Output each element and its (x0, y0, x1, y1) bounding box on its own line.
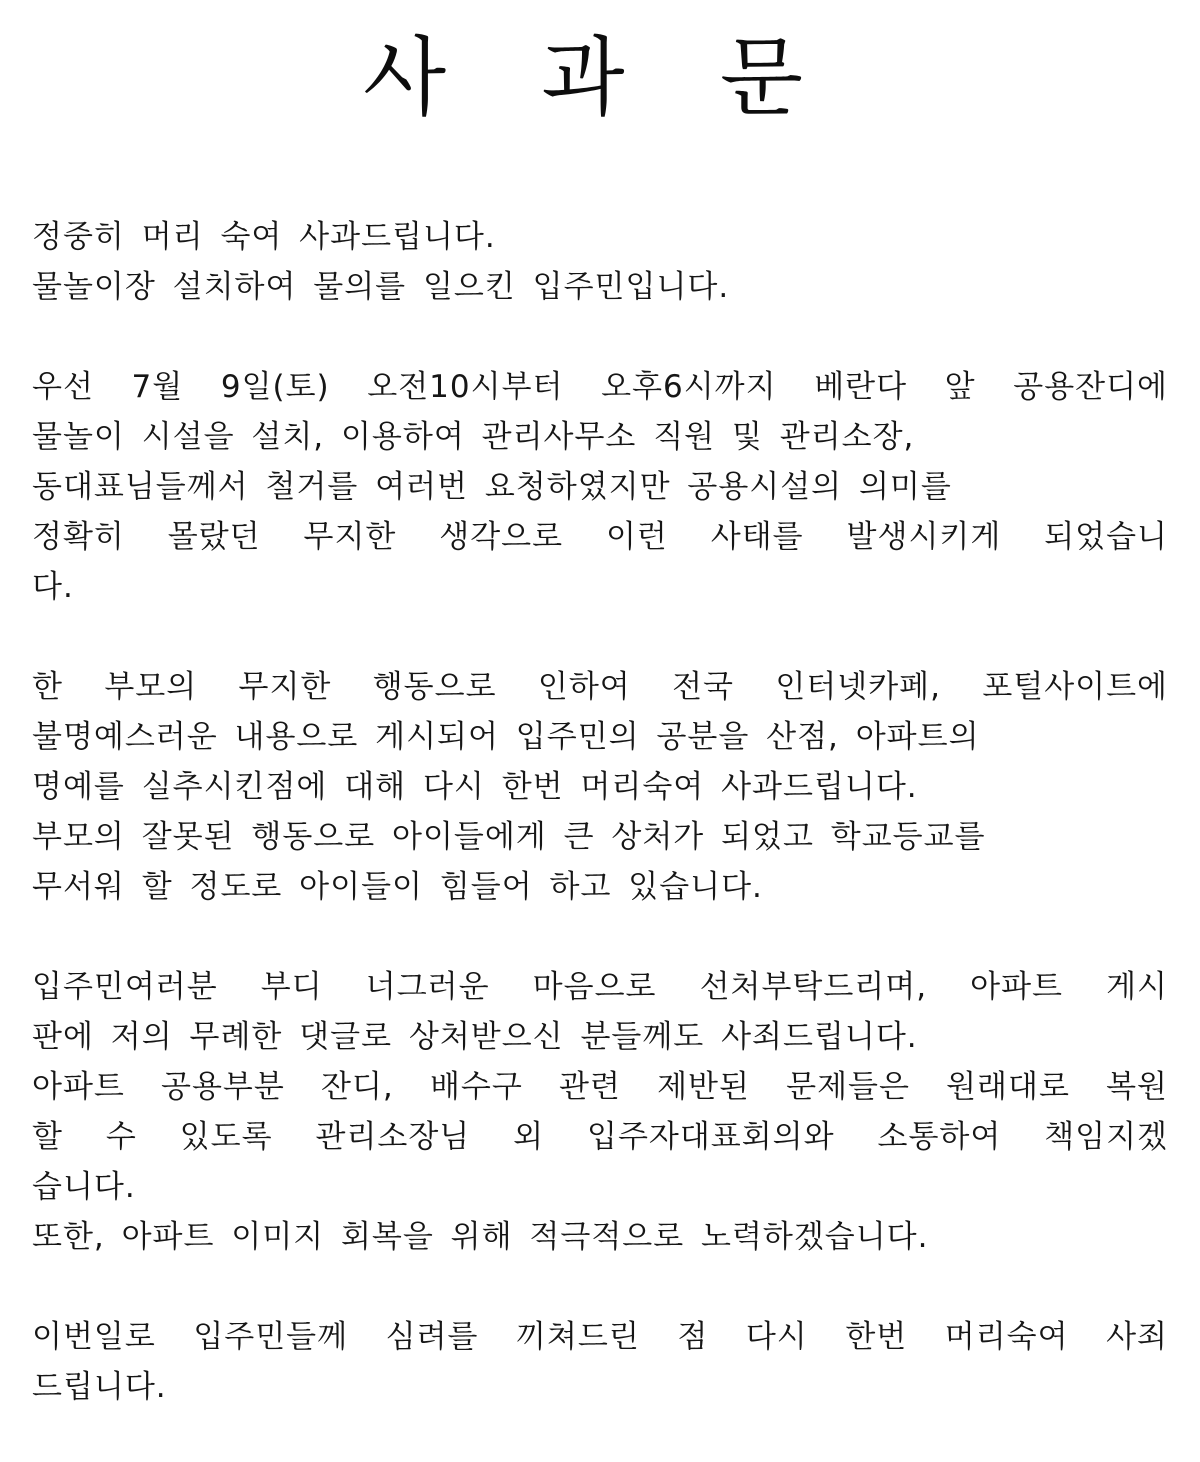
text-line: 무서워 할 정도로 아이들이 힘들어 하고 있습니다. (32, 869, 763, 905)
apology-body (32, 212, 1168, 1462)
text-line: 드립니다. (32, 1369, 167, 1405)
text-line: 한 부모의 무지한 행동으로 인하여 전국 인터넷카페, 포털사이트에 (32, 669, 1168, 705)
text-line: 부모의 잘못된 행동으로 아이들에게 큰 상처가 되었고 학교등교를 (32, 819, 986, 855)
paragraph-closing (32, 1312, 1168, 1412)
document-title: 사 과 문 (363, 28, 837, 128)
text-line: 명예를 실추시킨점에 대해 다시 한번 머리숙여 사과드립니다. (32, 769, 918, 805)
text-line: 판에 저의 무례한 댓글로 상처받으신 분들께도 사죄드립니다. (32, 1019, 918, 1055)
paragraph-incident (32, 362, 1168, 612)
paragraph-request (32, 962, 1168, 1262)
text-line: 정중히 머리 숙여 사과드립니다. (32, 219, 496, 255)
text-line: 또한, 아파트 이미지 회복을 위해 적극적으로 노력하겠습니다. (32, 1219, 929, 1255)
text-line: 할 수 있도록 관리소장님 외 입주자대표회의와 소통하여 책임지겠 (32, 1119, 1168, 1155)
text-line: 아파트 공용부분 잔디, 배수구 관련 제반된 문제들은 원래대로 복원 (32, 1069, 1168, 1105)
paragraph-consequences (32, 662, 1168, 912)
text-line: 물놀이장 설치하여 물의를 일으킨 입주민입니다. (32, 269, 730, 305)
text-line: 물놀이 시설을 설치, 이용하여 관리사무소 직원 및 관리소장, (32, 419, 915, 455)
text-line: 다. (32, 569, 74, 605)
text-line: 입주민여러분 부디 너그러운 마음으로 선처부탁드리며, 아파트 게시 (32, 969, 1168, 1005)
paragraph-greeting (32, 212, 1168, 312)
text-line: 이번일로 입주민들께 심려를 끼쳐드린 점 다시 한번 머리숙여 사죄 (32, 1319, 1168, 1355)
text-line: 습니다. (32, 1169, 136, 1205)
text-line: 정확히 몰랐던 무지한 생각으로 이런 사태를 발생시키게 되었습니 (32, 519, 1168, 555)
text-line: 불명예스러운 내용으로 게시되어 입주민의 공분을 산점, 아파트의 (32, 719, 980, 755)
text-line: 우선 7월 9일(토) 오전10시부터 오후6시까지 베란다 앞 공용잔디에 (32, 369, 1168, 405)
text-line: 동대표님들께서 철거를 여러번 요청하였지만 공용시설의 의미를 (32, 469, 952, 505)
